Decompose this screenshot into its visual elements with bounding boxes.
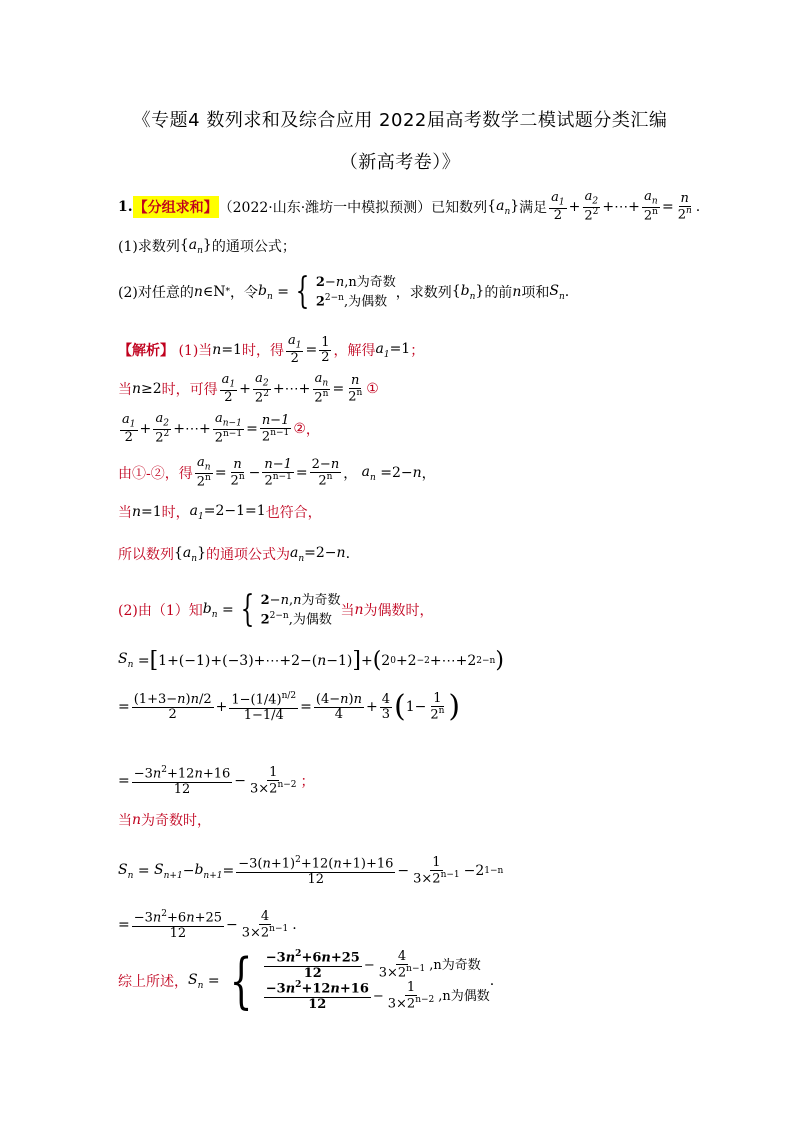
title-line-1: 《专题4 数列求和及综合应用 2022届高考数学二模试题分类汇编	[132, 110, 668, 131]
solution-line-6: 所以数列 $\{a_n\}$ 的通项公式为 $a_n=2-n$ .	[118, 544, 351, 564]
solution-line-3: $\frac{a_1}{2}$ + $\frac{a_2}{2^2}$ +⋯+ $\frac{a_{n-1}}{2^{n-1}}$ = $\frac{n-1}{2^{n-1}}$ ② ，	[122, 411, 320, 446]
part-1-question: (1)求数列 $\{a_n\}$ 的通项公式；	[118, 236, 296, 256]
topic-tag: 【分组求和】	[133, 196, 219, 218]
cond-text: 满足	[519, 200, 548, 217]
solution-label: 【解析】	[118, 343, 174, 360]
solution-line-5: 当 n=1 时， $a_1=2-1=1$ 也符合，	[118, 502, 322, 522]
odd-case-heading: 当 n 为奇数时，	[118, 812, 212, 829]
solution-line-4: 由①-②，得 $\frac{a_n}{2^n}$ = $\frac{n}{2^n}$ − $\frac{n-1}{2^{n-1}}$ = $\frac{2-n}{2^n}$ ， $a_n$ =2− n ，	[118, 455, 436, 490]
sum-even-line-1: $S_n$ = [ 1+(−1)+(−3)+⋯+2−( n −1) ] + ( 2 0 +2 −2 +⋯+2 2−n )	[118, 648, 504, 673]
part-2-question: (2)对任意的 n ∈N * ，令 $b_n$ = { 2−n,n为奇数 $2^{2-n}$,为偶数 ，求数列 $\{b_n\}$ 的前 n 项和 $S_n$ .	[118, 271, 570, 313]
solution-part-2-intro: (2)由（1）知 $b_n$ = { 2−n,n为奇数 $2^{2-n}$,为偶数 当 n 为偶数时，	[118, 589, 434, 631]
solution-line-1: 【解析】 (1)当 n =1 时，得 $\frac{a_1}{2}$ = $\frac{1}{2}$ ，解得 $a_1=1$ ；	[118, 333, 425, 367]
solution-line-2: 当 n≥2 时，可得 $\frac{a_1}{2}$ + $\frac{a_2}{2^2}$ +⋯+ $\frac{a_n}{2^n}$ = $\frac{n}{2^n}$ ①	[118, 371, 379, 406]
summary-line: 综上所述， $S_n$ = { $\frac{-3n^2+6n+25}{12}$ − $\frac{4}{3\times 2^{n-1}}$ ,n为奇数 $\frac{-3n^2+12n+16}{12}$ − $\frac{1}{3\times 2^{n-2}}$ ,n为偶数 .	[118, 945, 495, 1016]
problem-number: 1.	[118, 199, 133, 216]
problem-source: （2022·山东·潍坊一中模拟预测）已知数列	[218, 200, 488, 217]
sum-odd-line-2: = $\frac{-3n^2+6n+25}{12}$ − $\frac{4}{3\times 2^{n-1}}$ .	[118, 909, 297, 941]
sum-even-line-2: = $\frac{(1+3-n)n/2}{2}$ + $\frac{1-(1/4)^{n/2}}{1-1/4}$ = $\frac{(4-n)n}{4}$ + $\frac{4}{3}$ ( 1− $\frac{1}{2^n}$ )	[118, 689, 461, 725]
sum-odd-line-1: $S_n$ = $S_{n+1}$ − $b_{n+1}$ = $\frac{-3(n+1)^2+12(n+1)+16}{12}$ − $\frac{1}{3\times 2^{n-1}}$ −2 1−n	[118, 855, 504, 887]
period: .	[695, 199, 701, 216]
problem-statement: 1. 【分组求和】 （2022·山东·潍坊一中模拟预测）已知数列 $\{a_n\}$ 满足 $\frac{a_1}{2}$ + $\frac{a_2}{2^2}$ +⋯+ $\frac{a_n}{2^n}$ = $\frac{n}{2^n}$ .	[118, 189, 701, 224]
title-line-2: （新高考卷）》	[339, 152, 461, 173]
sum-even-line-3: = $\frac{-3n^2+12n+16}{12}$ − $\frac{1}{3\times 2^{n-2}}$ ；	[118, 765, 315, 797]
